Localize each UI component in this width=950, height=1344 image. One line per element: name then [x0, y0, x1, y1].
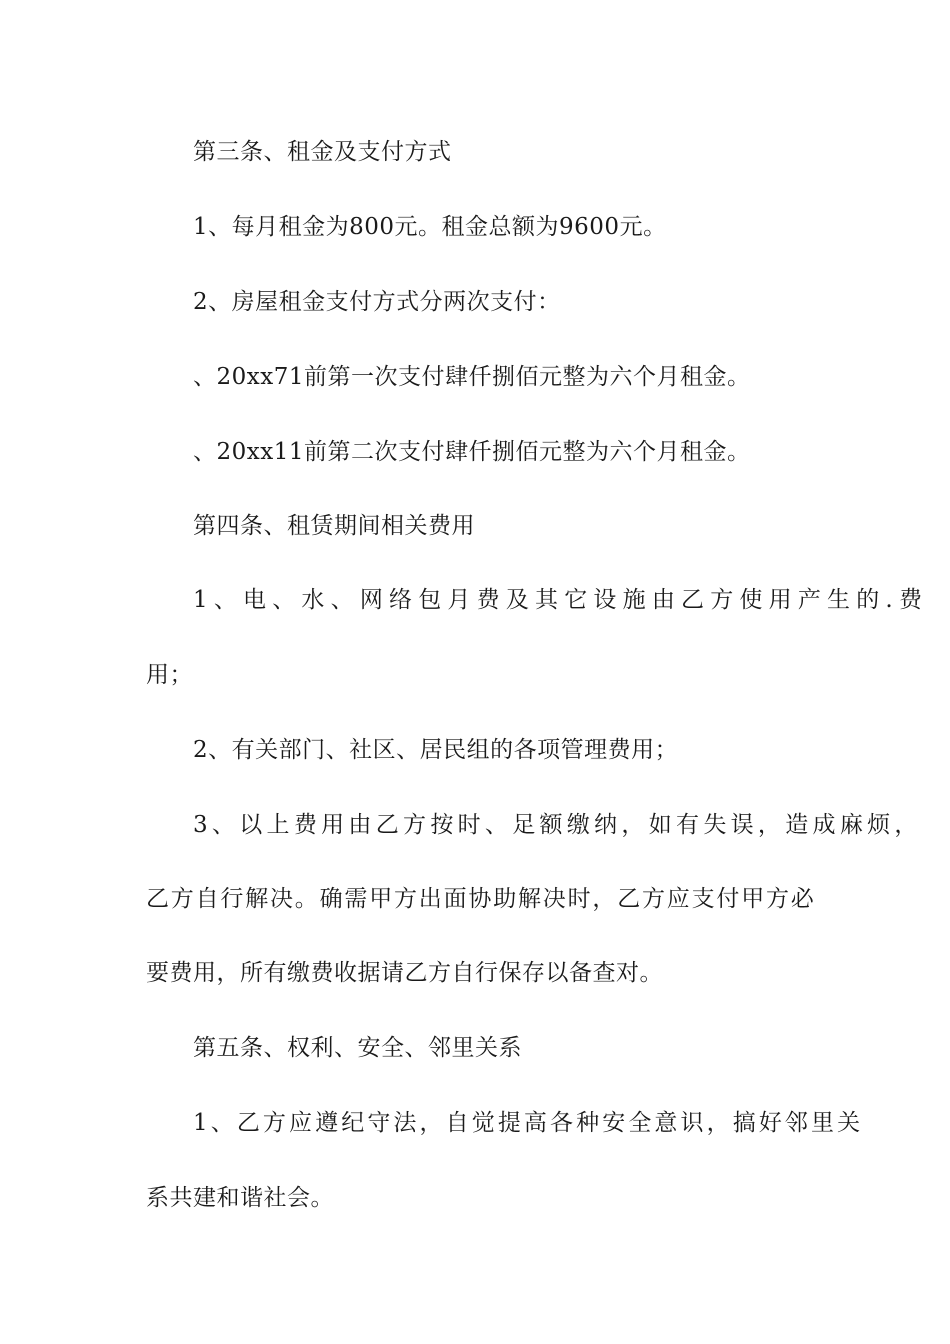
safety-clause: 1、乙方应遵纪守法，自觉提高各种安全意识，搞好邻里关: [193, 1110, 864, 1136]
fee-payment-clause-continued-2: 要费用，所有缴费收据请乙方自行保存以备查对。: [146, 960, 663, 986]
article-5-heading: 第五条、权利、安全、邻里关系: [193, 1035, 522, 1061]
article-3-heading: 第三条、租金及支付方式: [193, 139, 452, 165]
first-payment-clause: 、20xx71前第一次支付肆仟捌佰元整为六个月租金。: [193, 364, 751, 390]
article-4-heading: 第四条、租赁期间相关费用: [193, 513, 475, 539]
safety-clause-continued: 系共建和谐社会。: [146, 1185, 334, 1211]
fee-payment-clause: 3、以上费用由乙方按时、足额缴纳，如有失误，造成麻烦，: [193, 812, 922, 838]
payment-method-clause: 2、房屋租金支付方式分两次支付：: [193, 289, 561, 315]
utilities-clause-continued: 用；: [146, 662, 193, 688]
utilities-clause: 1、电、水、网络包月费及其它设施由乙方使用产生的.费: [193, 587, 929, 613]
fee-payment-clause-continued-1: 乙方自行解决。确需甲方出面协助解决时，乙方应支付甲方必: [146, 886, 816, 912]
management-fees-clause: 2、有关部门、社区、居民组的各项管理费用；: [193, 737, 679, 763]
rent-amount-clause: 1、每月租金为800元。租金总额为9600元。: [193, 214, 667, 240]
second-payment-clause: 、20xx11前第二次支付肆仟捌佰元整为六个月租金。: [193, 439, 751, 465]
